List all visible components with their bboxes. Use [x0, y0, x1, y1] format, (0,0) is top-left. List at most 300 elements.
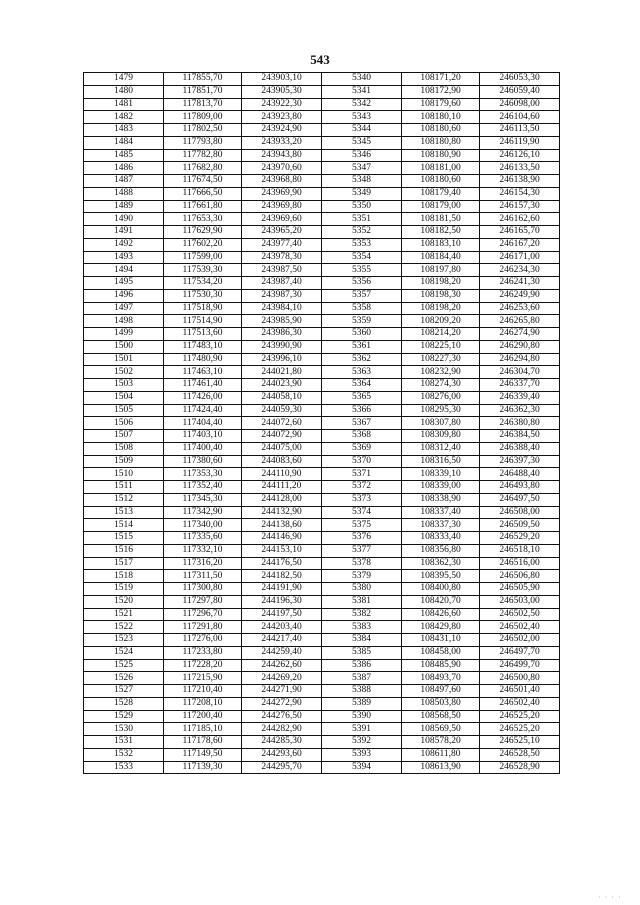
- point-number-right: 5364: [322, 379, 402, 392]
- point-number-right: 5350: [322, 200, 402, 213]
- point-number-right: 5387: [322, 672, 402, 685]
- point-number-right: 5370: [322, 455, 402, 468]
- x-coordinate-right: 108503,80: [402, 697, 480, 710]
- point-number-right: 5371: [322, 468, 402, 481]
- y-coordinate-right: 246397,30: [480, 455, 560, 468]
- point-number-right: 5352: [322, 226, 402, 239]
- x-coordinate-right: 108179,60: [402, 98, 480, 111]
- y-coordinate-right: 246162,60: [480, 213, 560, 226]
- point-number-right: 5351: [322, 213, 402, 226]
- x-coordinate-left: 117291,80: [164, 621, 242, 634]
- y-coordinate-right: 246337,70: [480, 379, 560, 392]
- x-coordinate-right: 108339,00: [402, 481, 480, 494]
- y-coordinate-left: 244058,10: [242, 391, 322, 404]
- y-coordinate-left: 243987,50: [242, 264, 322, 277]
- point-number-right: 5347: [322, 162, 402, 175]
- y-coordinate-right: 246157,30: [480, 200, 560, 213]
- y-coordinate-right: 246133,50: [480, 162, 560, 175]
- y-coordinate-left: 243924,90: [242, 124, 322, 137]
- point-number-left: 1493: [84, 251, 164, 264]
- table-row: [84, 251, 560, 264]
- point-number-right: 5377: [322, 544, 402, 557]
- point-number-left: 1510: [84, 468, 164, 481]
- point-number-right: 5368: [322, 430, 402, 443]
- table-row: [84, 289, 560, 302]
- y-coordinate-right: 246505,90: [480, 583, 560, 596]
- x-coordinate-left: 117793,80: [164, 136, 242, 149]
- y-coordinate-left: 243933,20: [242, 136, 322, 149]
- x-coordinate-left: 117228,20: [164, 659, 242, 672]
- point-number-left: 1479: [84, 73, 164, 86]
- table-row: [84, 570, 560, 583]
- x-coordinate-right: 108183,10: [402, 238, 480, 251]
- y-coordinate-right: 246502,50: [480, 608, 560, 621]
- point-number-left: 1490: [84, 213, 164, 226]
- y-coordinate-right: 246502,00: [480, 634, 560, 647]
- point-number-left: 1529: [84, 710, 164, 723]
- x-coordinate-right: 108426,60: [402, 608, 480, 621]
- point-number-left: 1502: [84, 366, 164, 379]
- point-number-right: 5341: [322, 85, 402, 98]
- y-coordinate-left: 243996,10: [242, 353, 322, 366]
- table-row: [84, 136, 560, 149]
- point-number-right: 5384: [322, 634, 402, 647]
- y-coordinate-right: 246294,80: [480, 353, 560, 366]
- x-coordinate-left: 117340,00: [164, 519, 242, 532]
- x-coordinate-right: 108338,90: [402, 493, 480, 506]
- point-number-right: 5345: [322, 136, 402, 149]
- page-number: 543: [310, 52, 330, 67]
- y-coordinate-left: 244191,90: [242, 583, 322, 596]
- x-coordinate-right: 108295,30: [402, 404, 480, 417]
- table-row: [84, 659, 560, 672]
- x-coordinate-right: 108356,80: [402, 544, 480, 557]
- x-coordinate-right: 108232,90: [402, 366, 480, 379]
- y-coordinate-left: 244269,20: [242, 672, 322, 685]
- y-coordinate-left: 244128,00: [242, 493, 322, 506]
- y-coordinate-right: 246525,10: [480, 736, 560, 749]
- x-coordinate-right: 108172,90: [402, 85, 480, 98]
- table-row: [84, 748, 560, 761]
- y-coordinate-left: 244282,90: [242, 723, 322, 736]
- x-coordinate-right: 108568,50: [402, 710, 480, 723]
- table-row: [84, 544, 560, 557]
- point-number-left: 1509: [84, 455, 164, 468]
- table-row: [84, 468, 560, 481]
- point-number-left: 1498: [84, 315, 164, 328]
- coordinates-table: [83, 72, 560, 774]
- y-coordinate-left: 244271,90: [242, 685, 322, 698]
- x-coordinate-left: 117300,80: [164, 583, 242, 596]
- x-coordinate-right: 108179,40: [402, 187, 480, 200]
- y-coordinate-left: 243985,90: [242, 315, 322, 328]
- x-coordinate-right: 108431,10: [402, 634, 480, 647]
- x-coordinate-right: 108339,10: [402, 468, 480, 481]
- point-number-right: 5365: [322, 391, 402, 404]
- coordinates-table-body: [84, 73, 560, 774]
- x-coordinate-right: 108400,80: [402, 583, 480, 596]
- table-row: [84, 710, 560, 723]
- y-coordinate-left: 243969,60: [242, 213, 322, 226]
- table-row: [84, 493, 560, 506]
- table-row: [84, 391, 560, 404]
- point-number-left: 1518: [84, 570, 164, 583]
- y-coordinate-right: 246500,80: [480, 672, 560, 685]
- y-coordinate-right: 246119,90: [480, 136, 560, 149]
- point-number-right: 5346: [322, 149, 402, 162]
- table-row: [84, 238, 560, 251]
- x-coordinate-right: 108362,30: [402, 557, 480, 570]
- point-number-right: 5369: [322, 442, 402, 455]
- point-number-left: 1517: [84, 557, 164, 570]
- table-row: [84, 213, 560, 226]
- x-coordinate-left: 117178,60: [164, 736, 242, 749]
- x-coordinate-right: 108180,80: [402, 136, 480, 149]
- table-row: [84, 557, 560, 570]
- point-number-right: 5379: [322, 570, 402, 583]
- point-number-left: 1492: [84, 238, 164, 251]
- x-coordinate-left: 117296,70: [164, 608, 242, 621]
- point-number-left: 1489: [84, 200, 164, 213]
- point-number-left: 1488: [84, 187, 164, 200]
- point-number-left: 1484: [84, 136, 164, 149]
- y-coordinate-left: 244197,50: [242, 608, 322, 621]
- table-row: [84, 187, 560, 200]
- scan-mark: · · · ·: [598, 893, 622, 902]
- x-coordinate-left: 117353,30: [164, 468, 242, 481]
- x-coordinate-left: 117602,20: [164, 238, 242, 251]
- x-coordinate-right: 108485,90: [402, 659, 480, 672]
- table-row: [84, 353, 560, 366]
- y-coordinate-right: 246501,40: [480, 685, 560, 698]
- table-row: [84, 162, 560, 175]
- x-coordinate-right: 108197,80: [402, 264, 480, 277]
- y-coordinate-right: 246516,00: [480, 557, 560, 570]
- y-coordinate-right: 246525,20: [480, 710, 560, 723]
- point-number-left: 1504: [84, 391, 164, 404]
- table-row: [84, 124, 560, 137]
- y-coordinate-left: 244021,80: [242, 366, 322, 379]
- y-coordinate-left: 243922,30: [242, 98, 322, 111]
- point-number-right: 5344: [322, 124, 402, 137]
- x-coordinate-left: 117483,10: [164, 340, 242, 353]
- point-number-right: 5392: [322, 736, 402, 749]
- point-number-right: 5390: [322, 710, 402, 723]
- x-coordinate-left: 117782,80: [164, 149, 242, 162]
- point-number-right: 5363: [322, 366, 402, 379]
- point-number-left: 1495: [84, 277, 164, 290]
- point-number-left: 1499: [84, 328, 164, 341]
- y-coordinate-right: 246384,50: [480, 430, 560, 443]
- point-number-right: 5355: [322, 264, 402, 277]
- y-coordinate-left: 243977,40: [242, 238, 322, 251]
- y-coordinate-left: 244153,10: [242, 544, 322, 557]
- y-coordinate-left: 243984,10: [242, 302, 322, 315]
- table-row: [84, 430, 560, 443]
- table-row: [84, 149, 560, 162]
- y-coordinate-right: 246525,20: [480, 723, 560, 736]
- point-number-right: 5388: [322, 685, 402, 698]
- x-coordinate-left: 117424,40: [164, 404, 242, 417]
- x-coordinate-right: 108569,50: [402, 723, 480, 736]
- y-coordinate-left: 244272,90: [242, 697, 322, 710]
- x-coordinate-left: 117809,00: [164, 111, 242, 124]
- x-coordinate-right: 108225,10: [402, 340, 480, 353]
- x-coordinate-left: 117855,70: [164, 73, 242, 86]
- table-row: [84, 175, 560, 188]
- y-coordinate-right: 246497,70: [480, 646, 560, 659]
- y-coordinate-left: 243903,10: [242, 73, 322, 86]
- point-number-left: 1508: [84, 442, 164, 455]
- y-coordinate-right: 246304,70: [480, 366, 560, 379]
- y-coordinate-right: 246098,00: [480, 98, 560, 111]
- point-number-left: 1482: [84, 111, 164, 124]
- point-number-left: 1524: [84, 646, 164, 659]
- y-coordinate-left: 244217,40: [242, 634, 322, 647]
- y-coordinate-left: 244075,00: [242, 442, 322, 455]
- y-coordinate-right: 246241,30: [480, 277, 560, 290]
- table-row: [84, 442, 560, 455]
- y-coordinate-left: 244262,60: [242, 659, 322, 672]
- x-coordinate-left: 117539,30: [164, 264, 242, 277]
- x-coordinate-left: 117380,60: [164, 455, 242, 468]
- point-number-left: 1526: [84, 672, 164, 685]
- y-coordinate-left: 243943,80: [242, 149, 322, 162]
- x-coordinate-right: 108274,30: [402, 379, 480, 392]
- point-number-right: 5357: [322, 289, 402, 302]
- x-coordinate-left: 117345,30: [164, 493, 242, 506]
- point-number-left: 1497: [84, 302, 164, 315]
- point-number-right: 5343: [322, 111, 402, 124]
- y-coordinate-right: 246528,50: [480, 748, 560, 761]
- point-number-left: 1528: [84, 697, 164, 710]
- x-coordinate-right: 108209,20: [402, 315, 480, 328]
- y-coordinate-right: 246488,40: [480, 468, 560, 481]
- x-coordinate-left: 117461,40: [164, 379, 242, 392]
- y-coordinate-right: 246503,00: [480, 595, 560, 608]
- table-row: [84, 621, 560, 634]
- point-number-right: 5361: [322, 340, 402, 353]
- x-coordinate-right: 108307,80: [402, 417, 480, 430]
- point-number-right: 5375: [322, 519, 402, 532]
- y-coordinate-right: 246290,80: [480, 340, 560, 353]
- point-number-left: 1513: [84, 506, 164, 519]
- table-row: [84, 761, 560, 774]
- point-number-left: 1533: [84, 761, 164, 774]
- point-number-right: 5389: [322, 697, 402, 710]
- y-coordinate-left: 243987,30: [242, 289, 322, 302]
- table-row: [84, 736, 560, 749]
- x-coordinate-left: 117514,90: [164, 315, 242, 328]
- x-coordinate-left: 117276,00: [164, 634, 242, 647]
- point-number-right: 5391: [322, 723, 402, 736]
- table-row: [84, 634, 560, 647]
- point-number-right: 5393: [322, 748, 402, 761]
- y-coordinate-left: 244146,90: [242, 532, 322, 545]
- x-coordinate-right: 108227,30: [402, 353, 480, 366]
- table-row: [84, 340, 560, 353]
- x-coordinate-left: 117200,40: [164, 710, 242, 723]
- point-number-left: 1530: [84, 723, 164, 736]
- point-number-left: 1480: [84, 85, 164, 98]
- table-row: [84, 685, 560, 698]
- x-coordinate-right: 108198,30: [402, 289, 480, 302]
- x-coordinate-right: 108171,20: [402, 73, 480, 86]
- point-number-left: 1521: [84, 608, 164, 621]
- y-coordinate-right: 246362,30: [480, 404, 560, 417]
- table-row: [84, 328, 560, 341]
- table-row: [84, 111, 560, 124]
- point-number-right: 5353: [322, 238, 402, 251]
- x-coordinate-right: 108276,00: [402, 391, 480, 404]
- y-coordinate-left: 243987,40: [242, 277, 322, 290]
- point-number-right: 5349: [322, 187, 402, 200]
- y-coordinate-left: 243923,80: [242, 111, 322, 124]
- y-coordinate-left: 244295,70: [242, 761, 322, 774]
- x-coordinate-right: 108198,20: [402, 277, 480, 290]
- x-coordinate-left: 117513,60: [164, 328, 242, 341]
- y-coordinate-left: 243990,90: [242, 340, 322, 353]
- point-number-left: 1501: [84, 353, 164, 366]
- point-number-left: 1486: [84, 162, 164, 175]
- x-coordinate-left: 117185,10: [164, 723, 242, 736]
- table-row: [84, 595, 560, 608]
- y-coordinate-right: 246274,90: [480, 328, 560, 341]
- y-coordinate-left: 243965,20: [242, 226, 322, 239]
- point-number-right: 5373: [322, 493, 402, 506]
- point-number-left: 1520: [84, 595, 164, 608]
- x-coordinate-left: 117139,30: [164, 761, 242, 774]
- point-number-left: 1522: [84, 621, 164, 634]
- x-coordinate-right: 108180,90: [402, 149, 480, 162]
- y-coordinate-left: 244111,20: [242, 481, 322, 494]
- x-coordinate-right: 108312,40: [402, 442, 480, 455]
- y-coordinate-left: 244203,40: [242, 621, 322, 634]
- y-coordinate-left: 244132,90: [242, 506, 322, 519]
- x-coordinate-right: 108184,40: [402, 251, 480, 264]
- x-coordinate-right: 108181,00: [402, 162, 480, 175]
- table-row: [84, 379, 560, 392]
- point-number-right: 5360: [322, 328, 402, 341]
- y-coordinate-right: 246059,40: [480, 85, 560, 98]
- x-coordinate-right: 108180,60: [402, 124, 480, 137]
- point-number-left: 1515: [84, 532, 164, 545]
- x-coordinate-right: 108395,50: [402, 570, 480, 583]
- x-coordinate-left: 117599,00: [164, 251, 242, 264]
- x-coordinate-right: 108181,50: [402, 213, 480, 226]
- point-number-left: 1511: [84, 481, 164, 494]
- y-coordinate-left: 244276,50: [242, 710, 322, 723]
- y-coordinate-left: 243986,30: [242, 328, 322, 341]
- point-number-right: 5354: [322, 251, 402, 264]
- table-row: [84, 200, 560, 213]
- point-number-left: 1532: [84, 748, 164, 761]
- point-number-left: 1527: [84, 685, 164, 698]
- point-number-left: 1500: [84, 340, 164, 353]
- point-number-left: 1494: [84, 264, 164, 277]
- y-coordinate-right: 246113,50: [480, 124, 560, 137]
- point-number-right: 5394: [322, 761, 402, 774]
- table-row: [84, 583, 560, 596]
- y-coordinate-right: 246126,10: [480, 149, 560, 162]
- x-coordinate-right: 108458,00: [402, 646, 480, 659]
- y-coordinate-right: 246499,70: [480, 659, 560, 672]
- table-row: [84, 519, 560, 532]
- x-coordinate-left: 117149,50: [164, 748, 242, 761]
- y-coordinate-left: 244110,90: [242, 468, 322, 481]
- point-number-right: 5372: [322, 481, 402, 494]
- x-coordinate-right: 108578,20: [402, 736, 480, 749]
- table-row: [84, 98, 560, 111]
- x-coordinate-right: 108333,40: [402, 532, 480, 545]
- x-coordinate-right: 108429,80: [402, 621, 480, 634]
- point-number-right: 5374: [322, 506, 402, 519]
- point-number-left: 1506: [84, 417, 164, 430]
- x-coordinate-left: 117534,20: [164, 277, 242, 290]
- x-coordinate-right: 108337,30: [402, 519, 480, 532]
- x-coordinate-right: 108611,80: [402, 748, 480, 761]
- y-coordinate-right: 246529,20: [480, 532, 560, 545]
- point-number-right: 5381: [322, 595, 402, 608]
- y-coordinate-left: 244059,30: [242, 404, 322, 417]
- y-coordinate-left: 243969,80: [242, 200, 322, 213]
- x-coordinate-left: 117208,10: [164, 697, 242, 710]
- x-coordinate-left: 117463,10: [164, 366, 242, 379]
- table-row: [84, 366, 560, 379]
- y-coordinate-right: 246234,30: [480, 264, 560, 277]
- x-coordinate-left: 117233,80: [164, 646, 242, 659]
- table-row: [84, 315, 560, 328]
- x-coordinate-right: 108493,70: [402, 672, 480, 685]
- x-coordinate-right: 108182,50: [402, 226, 480, 239]
- table-row: [84, 85, 560, 98]
- point-number-left: 1491: [84, 226, 164, 239]
- table-row: [84, 404, 560, 417]
- x-coordinate-left: 117802,50: [164, 124, 242, 137]
- table-row: [84, 73, 560, 86]
- point-number-left: 1512: [84, 493, 164, 506]
- x-coordinate-right: 108180,60: [402, 175, 480, 188]
- y-coordinate-left: 244196,30: [242, 595, 322, 608]
- y-coordinate-left: 244072,90: [242, 430, 322, 443]
- y-coordinate-left: 243969,90: [242, 187, 322, 200]
- table-row: [84, 264, 560, 277]
- point-number-left: 1523: [84, 634, 164, 647]
- y-coordinate-right: 246518,10: [480, 544, 560, 557]
- point-number-left: 1516: [84, 544, 164, 557]
- point-number-right: 5362: [322, 353, 402, 366]
- table-row: [84, 608, 560, 621]
- table-row: [84, 277, 560, 290]
- x-coordinate-left: 117210,40: [164, 685, 242, 698]
- y-coordinate-right: 246265,80: [480, 315, 560, 328]
- x-coordinate-left: 117674,50: [164, 175, 242, 188]
- point-number-left: 1487: [84, 175, 164, 188]
- point-number-right: 5380: [322, 583, 402, 596]
- y-coordinate-right: 246493,80: [480, 481, 560, 494]
- x-coordinate-left: 117426,00: [164, 391, 242, 404]
- y-coordinate-right: 246509,50: [480, 519, 560, 532]
- y-coordinate-right: 246167,20: [480, 238, 560, 251]
- y-coordinate-left: 244176,50: [242, 557, 322, 570]
- x-coordinate-right: 108337,40: [402, 506, 480, 519]
- table-row: [84, 302, 560, 315]
- table-row: [84, 226, 560, 239]
- y-coordinate-right: 246497,50: [480, 493, 560, 506]
- x-coordinate-right: 108497,60: [402, 685, 480, 698]
- point-number-right: 5342: [322, 98, 402, 111]
- x-coordinate-left: 117215,90: [164, 672, 242, 685]
